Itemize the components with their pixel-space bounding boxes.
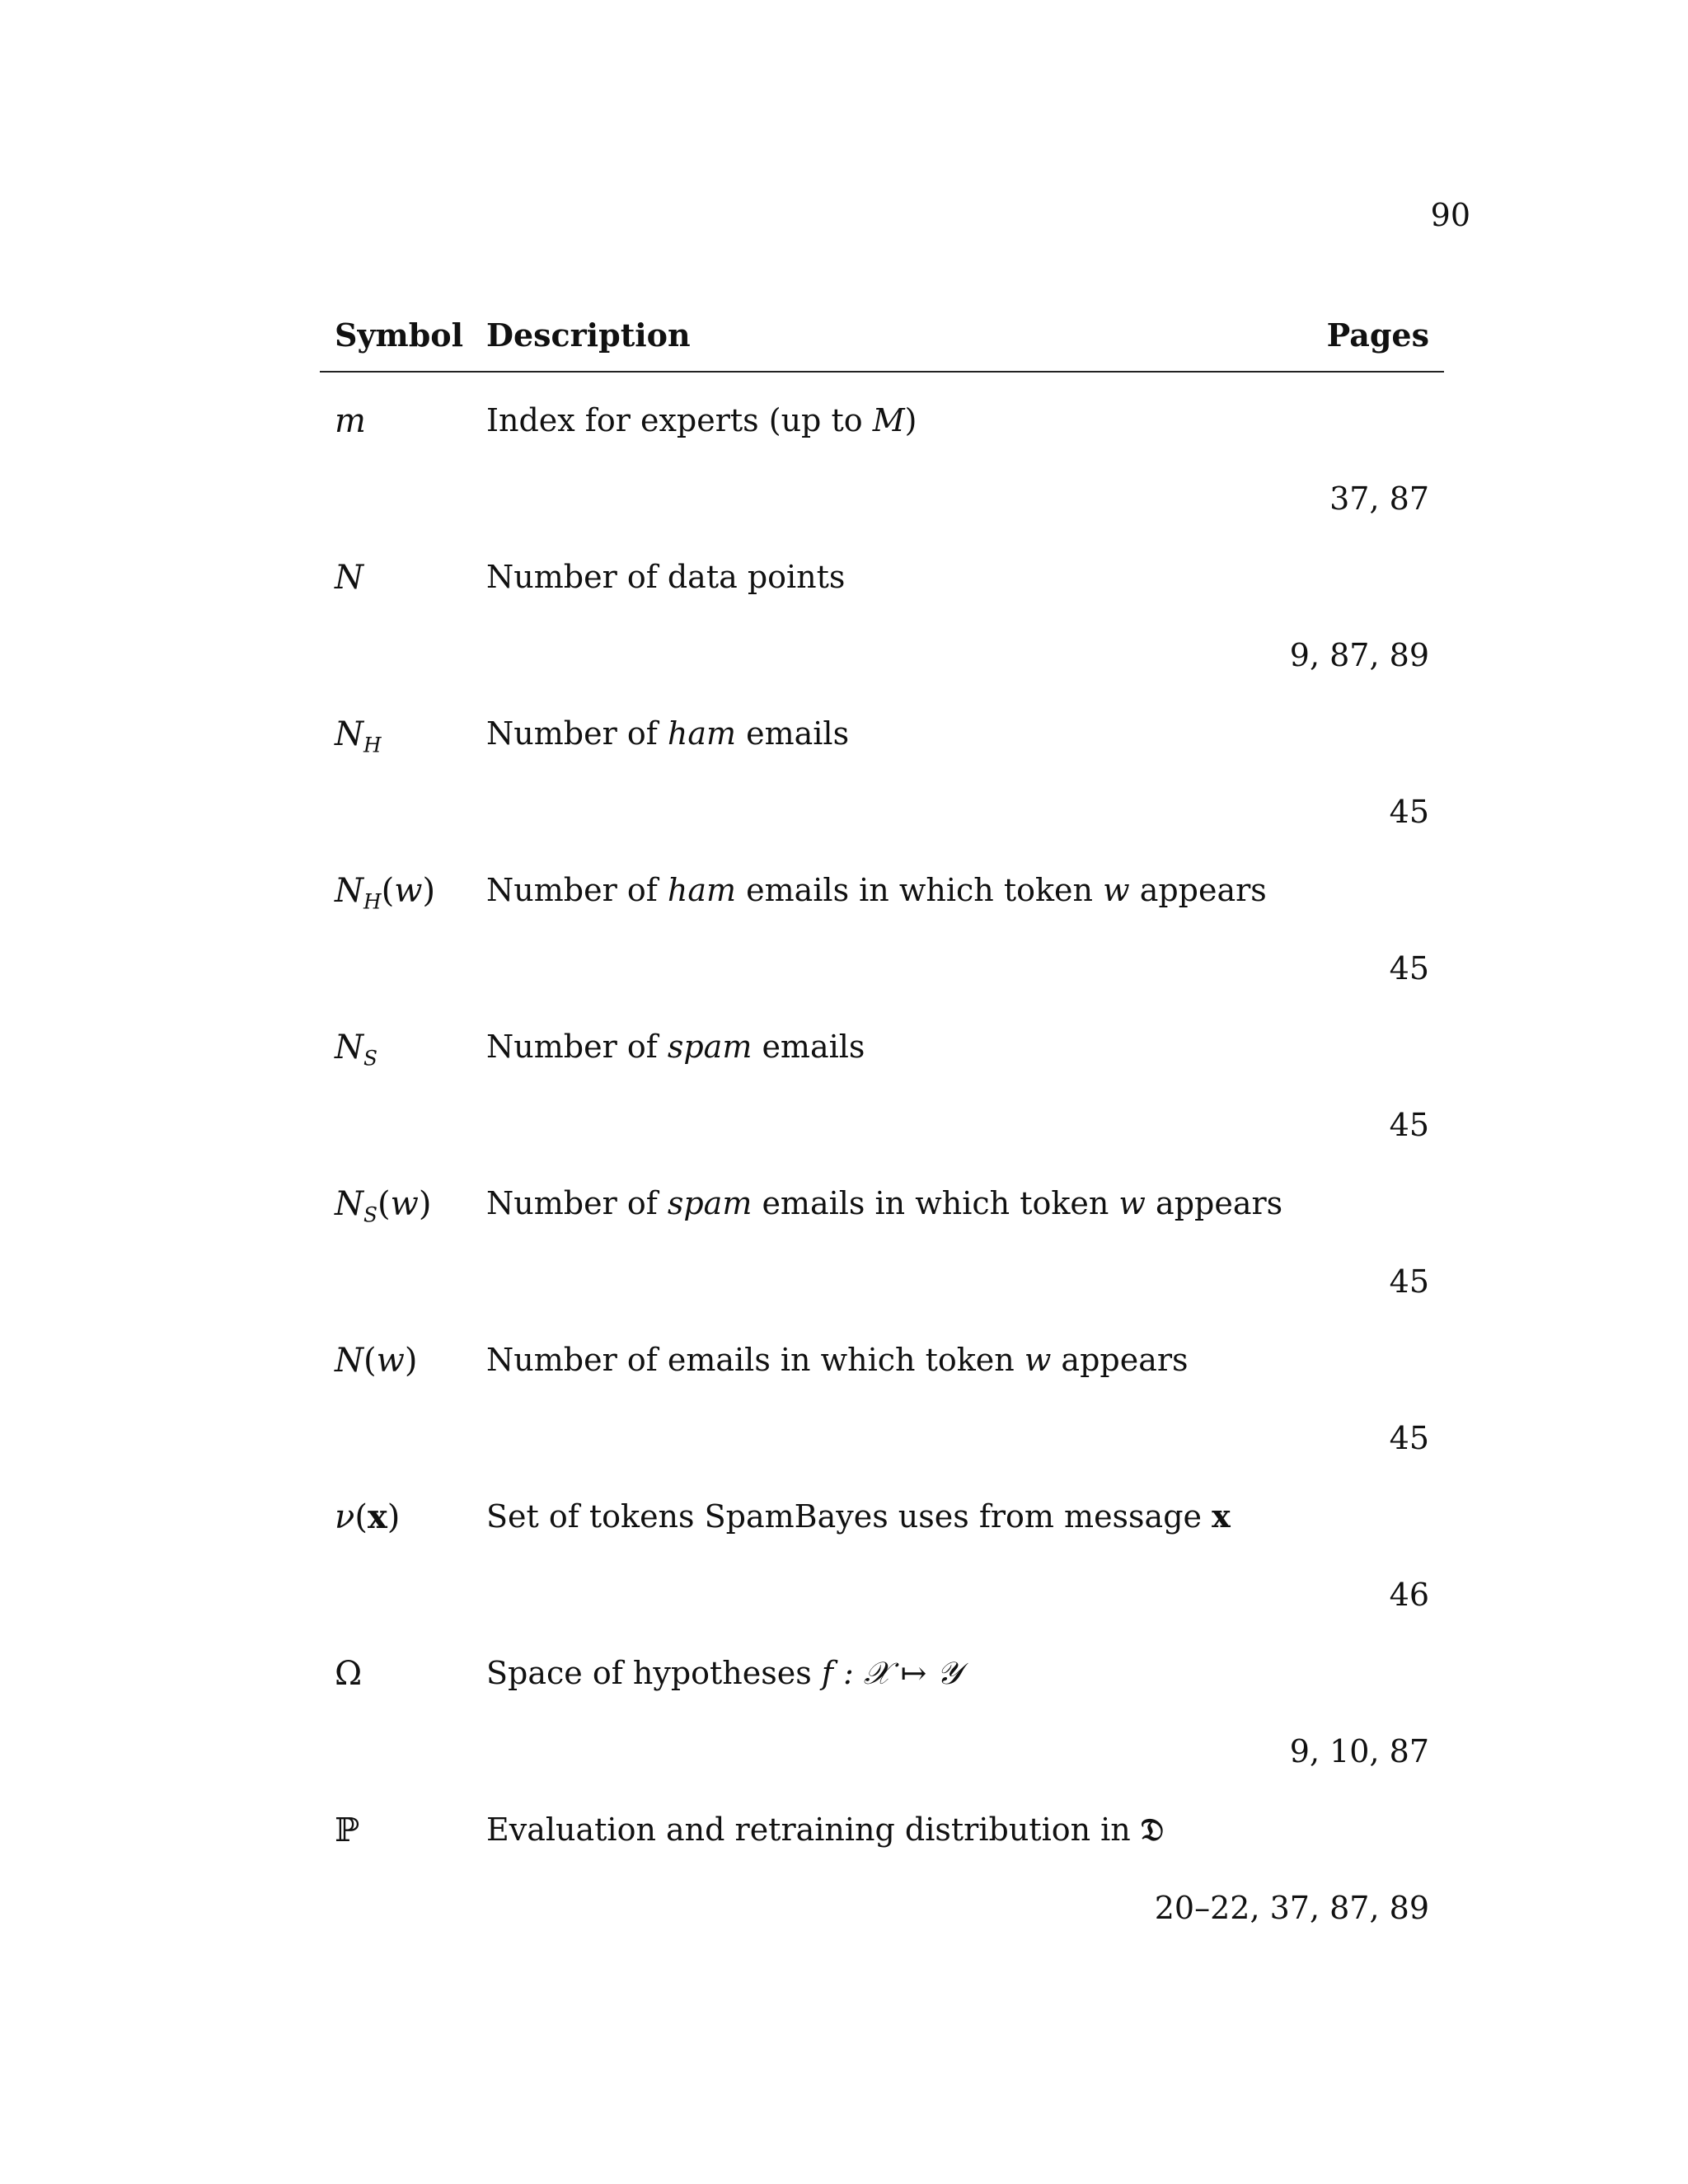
entry-pages: 45	[1389, 1263, 1429, 1300]
notation-entry-omega	[320, 1657, 1444, 1814]
entry-pages: 45	[1389, 950, 1429, 987]
entry-symbol: ℙ	[335, 1811, 360, 1849]
entry-symbol: N(w)	[335, 1342, 418, 1380]
notation-entry-n-s	[320, 1031, 1444, 1188]
entry-pages: 45	[1389, 1107, 1429, 1143]
entry-symbol: $N_H(w)$	[335, 872, 436, 914]
entry-description: Number of spam emails	[486, 1029, 865, 1065]
notation-entry-n-w	[320, 1344, 1444, 1501]
entry-pages: 20–22, 37, 87, 89	[1154, 1890, 1429, 1926]
entry-description: Evaluation and retraining distribution in 𝔇	[486, 1811, 1165, 1848]
entry-description: Index for experts (up to M)	[486, 402, 917, 438]
entry-pages: 46	[1389, 1577, 1429, 1613]
notation-entry-m	[320, 402, 1444, 561]
notation-entry-p	[320, 1811, 1444, 1971]
entry-description: Number of ham emails	[486, 715, 850, 752]
entry-description: Set of tokens SpamBayes uses from message x	[486, 1497, 1231, 1535]
entry-symbol: ν(x)	[335, 1497, 401, 1536]
entry-description: Number of ham emails in which token w appears	[486, 872, 1267, 908]
notation-entry-n-s-w	[320, 1185, 1444, 1344]
entry-description: Number of spam emails in which token w appears	[486, 1185, 1283, 1221]
entry-pages: 37, 87	[1329, 480, 1429, 517]
notation-entry-n-h-w	[320, 874, 1444, 1031]
entry-symbol: $N_S(w)$	[335, 1185, 432, 1227]
notation-entry-n	[320, 561, 1444, 718]
entry-symbol: N	[335, 559, 363, 597]
notation-entry-nu-x	[320, 1497, 1444, 1657]
notation-entry-n-h	[320, 715, 1444, 874]
entry-symbol: $N_H$	[335, 715, 382, 757]
entry-description: Space of hypotheses f : 𝒳 ↦ 𝒴	[486, 1655, 962, 1691]
entry-symbol: $N_S$	[335, 1029, 377, 1071]
header-symbol: Symbol	[335, 316, 464, 354]
entry-description: Number of data points	[486, 559, 846, 595]
entry-description: Number of emails in which token w appears	[486, 1342, 1189, 1378]
entry-pages: 9, 10, 87	[1289, 1733, 1429, 1769]
header-pages: Pages	[1326, 316, 1429, 354]
entry-pages: 45	[1389, 1420, 1429, 1456]
page-number: 90	[1430, 197, 1470, 233]
table-header	[320, 316, 1444, 373]
entry-pages: 9, 87, 89	[1289, 637, 1429, 673]
entry-symbol: m	[335, 402, 366, 440]
entry-pages: 45	[1389, 794, 1429, 830]
header-description: Description	[486, 316, 691, 354]
entry-symbol: Ω	[335, 1655, 363, 1693]
